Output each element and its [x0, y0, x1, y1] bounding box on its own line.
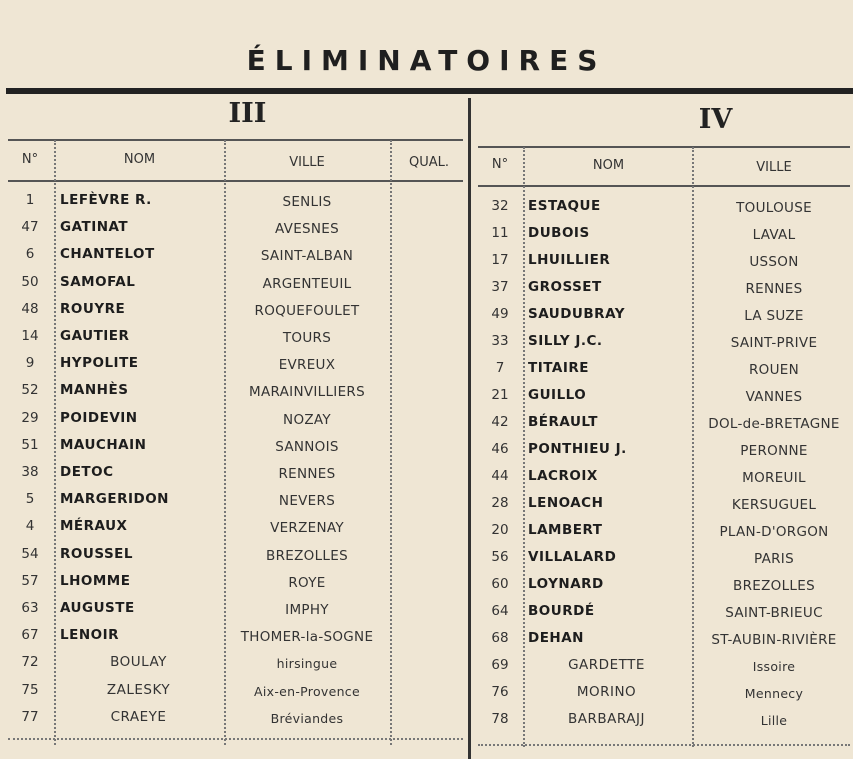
entry-name: CHANTELOT — [60, 246, 155, 262]
entry-number: 54 — [21, 546, 39, 562]
entry-city: VANNES — [745, 389, 803, 405]
entry-city: MARAINVILLIERS — [249, 384, 365, 400]
entry-number: 63 — [21, 600, 39, 616]
entry-number: 4 — [25, 518, 35, 534]
entry-city: ARGENTEUIL — [262, 276, 352, 292]
entry-name: DUBOIS — [528, 225, 590, 241]
entry-city: BREZOLLES — [733, 578, 815, 594]
entry-number: 33 — [491, 333, 509, 349]
entry-number: 37 — [491, 279, 509, 295]
entry-city: THOMER-la-SOGNE — [240, 629, 374, 645]
entry-name: BOURDÉ — [528, 603, 595, 619]
entry-city: KERSUGUEL — [731, 497, 817, 513]
entry-name: LEFÈVRE R. — [60, 192, 152, 208]
bottom-rule — [478, 744, 850, 747]
entry-name: CRAEYE — [110, 709, 167, 725]
header-rule-iv — [478, 185, 850, 187]
entry-number: 14 — [21, 328, 39, 344]
entry-number: 48 — [21, 301, 39, 317]
entry-city: SAINT-ALBAN — [260, 248, 354, 264]
entry-number: 60 — [491, 576, 509, 592]
entry-number: 29 — [21, 410, 39, 426]
entry-name: LHOMME — [60, 573, 131, 589]
col-header-nom-iii: NOM — [123, 152, 156, 167]
group-separator — [468, 98, 471, 759]
entry-city: ST-AUBIN-RIVIÈRE — [711, 632, 837, 648]
entry-name: VILLALARD — [528, 549, 617, 565]
page-title: ÉLIMINATOIRES — [246, 44, 607, 77]
entry-city: Issoire — [752, 659, 796, 674]
entry-name: MANHÈS — [60, 382, 129, 398]
entry-name: HYPOLITE — [60, 355, 139, 371]
entry-number: 57 — [21, 573, 39, 589]
entry-city: hirsingue — [276, 656, 338, 671]
entry-city: ROQUEFOULET — [254, 303, 360, 319]
entry-number: 28 — [491, 495, 509, 511]
entry-number: 5 — [25, 491, 35, 507]
entry-name: PONTHIEU J. — [528, 441, 627, 457]
entry-name: LAMBERT — [528, 522, 603, 538]
entry-number: 77 — [21, 709, 39, 725]
entry-number: 20 — [491, 522, 509, 538]
entry-number: 49 — [491, 306, 509, 322]
entry-number: 21 — [491, 387, 509, 403]
entry-number: 47 — [21, 219, 39, 235]
entry-name: GUILLO — [528, 387, 587, 403]
entry-name: DETOC — [60, 464, 114, 480]
entry-number: 38 — [21, 464, 39, 480]
entry-name: MORINO — [576, 684, 637, 700]
entry-name: GATINAT — [60, 219, 129, 235]
entry-city: TOURS — [282, 330, 332, 346]
entry-name: MAUCHAIN — [60, 437, 147, 453]
entry-number: 75 — [21, 682, 39, 698]
entry-city: LA SUZE — [744, 308, 804, 324]
entry-name: SAUDUBRAY — [528, 306, 626, 322]
entry-name: TITAIRE — [528, 360, 589, 376]
entry-city: RENNES — [745, 281, 803, 297]
entry-number: 44 — [491, 468, 509, 484]
entry-city: AVESNES — [274, 221, 339, 237]
entry-number: 42 — [491, 414, 509, 430]
entry-name: ZALESKY — [106, 682, 171, 698]
entry-name: LOYNARD — [528, 576, 604, 592]
bottom-rule — [8, 738, 463, 741]
header-rule-iii — [8, 180, 463, 182]
entry-number: 56 — [491, 549, 509, 565]
entry-name: POIDEVIN — [60, 410, 138, 426]
entry-name: ROUYRE — [60, 301, 126, 317]
entry-city: PERONNE — [740, 443, 808, 459]
entry-name: GAUTIER — [60, 328, 130, 344]
entry-number: 11 — [491, 225, 509, 241]
entry-number: 52 — [21, 382, 39, 398]
entry-number: 9 — [25, 355, 35, 371]
entry-name: GARDETTE — [568, 657, 645, 673]
entry-name: MÉRAUX — [60, 518, 128, 534]
entry-city: Bréviandes — [270, 711, 344, 726]
col-header-ville-iii: VILLE — [289, 155, 325, 170]
entry-city: PLAN-D'ORGON — [719, 524, 829, 540]
entry-number: 67 — [21, 627, 39, 643]
entry-number: 7 — [495, 360, 505, 376]
entry-city: NEVERS — [278, 493, 336, 509]
entry-name: LACROIX — [528, 468, 598, 484]
group-iii-rule — [8, 139, 463, 141]
entry-city: DOL-de-BRETAGNE — [708, 416, 840, 432]
entry-city: VERZENAY — [270, 520, 344, 536]
col-header-nom-iv: NOM — [592, 158, 625, 173]
col-header-ville-iv: VILLE — [756, 160, 792, 175]
col-header-qual-iii: QUAL. — [408, 155, 449, 170]
entry-city: Lille — [760, 713, 788, 728]
entry-name: SAMOFAL — [60, 274, 136, 290]
entry-city: NOZAY — [283, 412, 331, 428]
entry-number: 69 — [491, 657, 509, 673]
entry-name: GROSSET — [528, 279, 602, 295]
entry-number: 1 — [25, 192, 35, 208]
entry-city: EVREUX — [278, 357, 336, 373]
entry-city: Mennecy — [744, 686, 804, 701]
entry-city: BREZOLLES — [266, 548, 348, 564]
col-sep — [390, 140, 392, 745]
entry-name: LHUILLIER — [528, 252, 611, 268]
entry-city: SAINT-BRIEUC — [725, 605, 823, 621]
entry-city: SAINT-PRIVE — [730, 335, 818, 351]
title-rule — [6, 88, 853, 94]
entry-name: ROUSSEL — [60, 546, 133, 562]
group-label-iii: III — [228, 98, 267, 129]
entry-name: BÉRAULT — [528, 414, 598, 430]
entry-number: 50 — [21, 274, 39, 290]
entry-name: BARBARAJJ — [568, 711, 645, 727]
entry-city: USSON — [749, 254, 799, 270]
entry-number: 32 — [491, 198, 509, 214]
entry-name: BOULAY — [110, 654, 167, 670]
entry-city: MOREUIL — [742, 470, 806, 486]
entry-number: 64 — [491, 603, 509, 619]
entry-city: ROUEN — [748, 362, 799, 378]
entry-number: 72 — [21, 654, 39, 670]
entry-city: SENLIS — [282, 194, 332, 210]
entry-name: ESTAQUE — [528, 198, 601, 214]
entry-name: LENOIR — [60, 627, 120, 643]
group-label-iv: IV — [698, 104, 733, 135]
entry-city: PARIS — [754, 551, 794, 567]
entry-city: TOULOUSE — [736, 200, 812, 216]
col-header-no-iv: N° — [491, 157, 509, 172]
entry-city: RENNES — [278, 466, 336, 482]
entry-number: 51 — [21, 437, 39, 453]
entry-city: SANNOIS — [275, 439, 339, 455]
col-header-no-iii: N° — [21, 152, 39, 167]
group-iv-rule — [478, 146, 850, 148]
entry-number: 17 — [491, 252, 509, 268]
entry-city: IMPHY — [285, 602, 329, 618]
entry-name: MARGERIDON — [60, 491, 169, 507]
entry-city: LAVAL — [752, 227, 796, 243]
entry-name: AUGUSTE — [60, 600, 135, 616]
entry-number: 68 — [491, 630, 509, 646]
entry-city: Aix-en-Provence — [254, 684, 360, 699]
entry-number: 6 — [25, 246, 35, 262]
entry-name: LENOACH — [528, 495, 604, 511]
entry-number: 76 — [491, 684, 509, 700]
entry-name: DEHAN — [528, 630, 584, 646]
entry-city: ROYE — [288, 575, 326, 591]
entry-number: 78 — [491, 711, 509, 727]
entry-number: 46 — [491, 441, 509, 457]
entry-name: SILLY J.C. — [528, 333, 603, 349]
